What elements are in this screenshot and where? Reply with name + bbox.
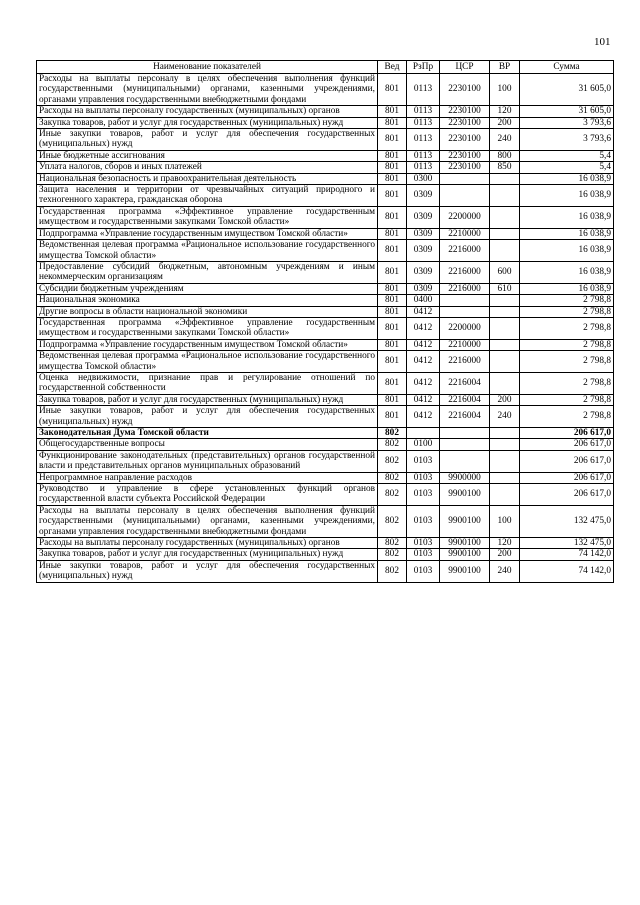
row-rzpr: 0412: [407, 306, 440, 317]
row-ved: 801: [378, 106, 407, 117]
row-rzpr: 0103: [407, 450, 440, 472]
row-vr: [490, 372, 520, 394]
table-row: [37, 228, 614, 239]
row-sum: 2 798,8: [520, 306, 614, 317]
row-name: Иные закупки товаров, работ и услуг для обеспечения государственных (муниципальных) нужд: [37, 406, 378, 428]
row-rzpr: 0113: [407, 162, 440, 173]
row-name: Национальная экономика: [37, 295, 378, 306]
row-csr: 2216000: [440, 261, 490, 283]
page-number: 101: [594, 36, 611, 48]
row-name: Расходы на выплаты персоналу государственных (муниципальных) органов: [37, 106, 378, 117]
row-sum: 2 798,8: [520, 351, 614, 373]
row-rzpr: 0113: [407, 106, 440, 117]
row-rzpr: 0400: [407, 295, 440, 306]
row-csr: 2230100: [440, 74, 490, 106]
row-csr: 2216000: [440, 351, 490, 373]
header-csr: ЦСР: [440, 61, 490, 74]
row-rzpr: 0309: [407, 240, 440, 262]
row-vr: 240: [490, 406, 520, 428]
row-vr: [490, 339, 520, 350]
row-csr: 2200000: [440, 206, 490, 228]
row-vr: 800: [490, 150, 520, 161]
row-rzpr: 0103: [407, 484, 440, 506]
row-sum: 16 038,9: [520, 173, 614, 184]
table-row: [37, 240, 614, 262]
row-sum: 206 617,0: [520, 484, 614, 506]
row-name: Субсидии бюджетным учреждениям: [37, 283, 378, 294]
row-sum: 206 617,0: [520, 472, 614, 483]
row-vr: [490, 428, 520, 439]
row-rzpr: [407, 428, 440, 439]
row-name: Расходы на выплаты персоналу государственных (муниципальных) органов: [37, 538, 378, 549]
row-sum: 2 798,8: [520, 394, 614, 405]
row-name: Иные закупки товаров, работ и услуг для обеспечения государственных (муниципальных) нужд: [37, 129, 378, 151]
row-csr: 9900100: [440, 549, 490, 560]
row-vr: 240: [490, 129, 520, 151]
row-csr: 2216000: [440, 283, 490, 294]
table-row: [37, 484, 614, 506]
row-name: Закупка товаров, работ и услуг для государственных (муниципальных) нужд: [37, 394, 378, 405]
row-rzpr: 0103: [407, 549, 440, 560]
row-vr: [490, 295, 520, 306]
row-csr: 2210000: [440, 228, 490, 239]
table-row: [37, 206, 614, 228]
row-ved: 802: [378, 538, 407, 549]
table-row: [37, 549, 614, 560]
budget-table: [36, 60, 614, 583]
row-rzpr: 0103: [407, 472, 440, 483]
row-vr: 240: [490, 560, 520, 582]
row-ved: 801: [378, 306, 407, 317]
row-sum: 206 617,0: [520, 450, 614, 472]
row-name: Государственная программа «Эффективное управление государственным имуществом и государственными закупками Томской области»: [37, 206, 378, 228]
row-vr: [490, 317, 520, 339]
row-ved: 801: [378, 394, 407, 405]
row-vr: 610: [490, 283, 520, 294]
row-rzpr: 0300: [407, 173, 440, 184]
row-ved: 801: [378, 261, 407, 283]
table-row: [37, 317, 614, 339]
row-csr: 2216000: [440, 240, 490, 262]
row-vr: [490, 450, 520, 472]
row-name: Расходы на выплаты персоналу в целях обеспечения выполнения функций государственными (муниципальными) органами, казенными учреждениями, органами управления государственными внебюджетными фондами: [37, 74, 378, 106]
row-csr: 9900100: [440, 538, 490, 549]
row-sum: 16 038,9: [520, 228, 614, 239]
row-sum: 3 793,6: [520, 129, 614, 151]
row-name: Иные закупки товаров, работ и услуг для обеспечения государственных (муниципальных) нужд: [37, 560, 378, 582]
table-row: [37, 150, 614, 161]
header-name: Наименование показателей: [37, 61, 378, 74]
row-rzpr: 0113: [407, 117, 440, 128]
row-sum: 2 798,8: [520, 339, 614, 350]
row-rzpr: 0412: [407, 317, 440, 339]
row-vr: [490, 206, 520, 228]
row-name: Руководство и управление в сфере установленных функций органов государственной власти субъекта Российской Федерации: [37, 484, 378, 506]
row-csr: 2216004: [440, 372, 490, 394]
row-ved: 802: [378, 484, 407, 506]
table-row: [37, 306, 614, 317]
row-sum: 2 798,8: [520, 295, 614, 306]
row-vr: 120: [490, 106, 520, 117]
row-name: Ведомственная целевая программа «Рациональное использование государственного имущества Томской области»: [37, 240, 378, 262]
row-name: Подпрограмма «Управление государственным имуществом Томской области»: [37, 228, 378, 239]
row-ved: 801: [378, 283, 407, 294]
row-ved: 801: [378, 150, 407, 161]
table-body: [37, 74, 614, 583]
table-row: [37, 406, 614, 428]
row-ved: 801: [378, 129, 407, 151]
table-row: [37, 372, 614, 394]
row-rzpr: 0103: [407, 560, 440, 582]
row-name: Закупка товаров, работ и услуг для государственных (муниципальных) нужд: [37, 117, 378, 128]
row-csr: 2230100: [440, 117, 490, 128]
row-csr: [440, 439, 490, 450]
row-ved: 801: [378, 206, 407, 228]
table-row: [37, 538, 614, 549]
table-row: [37, 439, 614, 450]
table-row: [37, 117, 614, 128]
row-rzpr: 0412: [407, 406, 440, 428]
header-ved: Вед: [378, 61, 407, 74]
row-rzpr: 0412: [407, 394, 440, 405]
row-rzpr: 0309: [407, 206, 440, 228]
row-rzpr: 0113: [407, 129, 440, 151]
row-csr: [440, 306, 490, 317]
row-rzpr: 0100: [407, 439, 440, 450]
table-row: [37, 295, 614, 306]
table-row: [37, 162, 614, 173]
header-vr: ВР: [490, 61, 520, 74]
row-csr: 2216004: [440, 406, 490, 428]
row-rzpr: 0309: [407, 283, 440, 294]
row-vr: [490, 484, 520, 506]
table-row: [37, 283, 614, 294]
row-name: Уплата налогов, сборов и иных платежей: [37, 162, 378, 173]
row-rzpr: 0309: [407, 261, 440, 283]
row-name: Ведомственная целевая программа «Рациональное использование государственного имущества Томской области»: [37, 351, 378, 373]
row-name: Государственная программа «Эффективное управление государственным имуществом и государственными закупками Томской области»: [37, 317, 378, 339]
row-sum: 74 142,0: [520, 560, 614, 582]
row-vr: [490, 173, 520, 184]
row-sum: 132 475,0: [520, 538, 614, 549]
row-vr: [490, 240, 520, 262]
row-ved: 801: [378, 173, 407, 184]
row-vr: [490, 439, 520, 450]
row-ved: 801: [378, 74, 407, 106]
row-sum: 2 798,8: [520, 406, 614, 428]
row-csr: 2230100: [440, 129, 490, 151]
row-sum: 206 617,0: [520, 439, 614, 450]
row-rzpr: 0103: [407, 505, 440, 537]
row-vr: 100: [490, 505, 520, 537]
row-rzpr: 0412: [407, 339, 440, 350]
row-rzpr: 0113: [407, 150, 440, 161]
table-row: [37, 560, 614, 582]
row-sum: 3 793,6: [520, 117, 614, 128]
row-sum: 206 617,0: [520, 428, 614, 439]
row-sum: 74 142,0: [520, 549, 614, 560]
row-ved: 801: [378, 228, 407, 239]
row-ved: 801: [378, 295, 407, 306]
row-name: Другие вопросы в области национальной экономики: [37, 306, 378, 317]
row-sum: 5,4: [520, 150, 614, 161]
row-sum: 2 798,8: [520, 372, 614, 394]
row-csr: 2210000: [440, 339, 490, 350]
header-rzpr: РзПр: [407, 61, 440, 74]
row-csr: 2230100: [440, 106, 490, 117]
row-name: Защита населения и территории от чрезвычайных ситуаций природного и техногенного характера, гражданская оборона: [37, 185, 378, 207]
table-row: [37, 351, 614, 373]
table-row: [37, 261, 614, 283]
row-sum: 31 605,0: [520, 74, 614, 106]
row-rzpr: 0412: [407, 372, 440, 394]
row-name: Расходы на выплаты персоналу в целях обеспечения выполнения функций государственными (муниципальными) органами, казенными учреждениями, органами управления государственными внебюджетными фондами: [37, 505, 378, 537]
row-csr: 2230100: [440, 150, 490, 161]
row-sum: 16 038,9: [520, 240, 614, 262]
row-ved: 801: [378, 317, 407, 339]
row-name: Закупка товаров, работ и услуг для государственных (муниципальных) нужд: [37, 549, 378, 560]
row-vr: [490, 306, 520, 317]
row-vr: [490, 228, 520, 239]
row-sum: 16 038,9: [520, 261, 614, 283]
row-ved: 802: [378, 439, 407, 450]
row-csr: 2230100: [440, 162, 490, 173]
row-ved: 801: [378, 185, 407, 207]
row-vr: 200: [490, 394, 520, 405]
table-row: [37, 173, 614, 184]
row-csr: 2200000: [440, 317, 490, 339]
table-row: [37, 450, 614, 472]
row-rzpr: 0309: [407, 185, 440, 207]
table-row: [37, 106, 614, 117]
row-vr: [490, 351, 520, 373]
row-sum: 16 038,9: [520, 185, 614, 207]
row-csr: [440, 295, 490, 306]
row-ved: 801: [378, 351, 407, 373]
row-rzpr: 0103: [407, 538, 440, 549]
row-rzpr: 0113: [407, 74, 440, 106]
row-vr: 200: [490, 549, 520, 560]
row-name: Оценка недвижимости, признание прав и регулирование отношений по государственной собственности: [37, 372, 378, 394]
row-sum: 132 475,0: [520, 505, 614, 537]
row-name: Непрограммное направление расходов: [37, 472, 378, 483]
row-ved: 802: [378, 560, 407, 582]
row-name: Общегосударственные вопросы: [37, 439, 378, 450]
table-header-row: [37, 61, 614, 74]
row-sum: 2 798,8: [520, 317, 614, 339]
row-name: Иные бюджетные ассигнования: [37, 150, 378, 161]
row-sum: 31 605,0: [520, 106, 614, 117]
row-csr: [440, 173, 490, 184]
row-csr: [440, 450, 490, 472]
row-sum: 16 038,9: [520, 206, 614, 228]
row-ved: 802: [378, 549, 407, 560]
table-row: [37, 339, 614, 350]
row-csr: [440, 185, 490, 207]
row-vr: 850: [490, 162, 520, 173]
table-row: [37, 505, 614, 537]
row-ved: 801: [378, 162, 407, 173]
table-row: [37, 129, 614, 151]
row-sum: 5,4: [520, 162, 614, 173]
row-name: Предоставление субсидий бюджетным, автономным учреждениям и иным некоммерческим организациям: [37, 261, 378, 283]
table-row: [37, 185, 614, 207]
row-vr: 600: [490, 261, 520, 283]
row-ved: 802: [378, 428, 407, 439]
row-ved: 801: [378, 240, 407, 262]
table-row: [37, 472, 614, 483]
row-csr: 9900100: [440, 505, 490, 537]
row-sum: 16 038,9: [520, 283, 614, 294]
row-name: Национальная безопасность и правоохранительная деятельность: [37, 173, 378, 184]
row-csr: 9900000: [440, 472, 490, 483]
row-csr: 9900100: [440, 484, 490, 506]
header-sum: Сумма: [520, 61, 614, 74]
row-vr: [490, 472, 520, 483]
row-ved: 801: [378, 406, 407, 428]
row-name: Подпрограмма «Управление государственным имуществом Томской области»: [37, 339, 378, 350]
row-csr: [440, 428, 490, 439]
row-ved: 802: [378, 505, 407, 537]
row-name: Функционирование законодательных (представительных) органов государственной власти и представительных органов муниципальных образований: [37, 450, 378, 472]
row-name: Законодательная Дума Томской области: [37, 428, 378, 439]
row-ved: 802: [378, 472, 407, 483]
table-row: [37, 74, 614, 106]
row-ved: 802: [378, 450, 407, 472]
row-vr: [490, 185, 520, 207]
row-vr: 100: [490, 74, 520, 106]
row-rzpr: 0412: [407, 351, 440, 373]
table-row: [37, 428, 614, 439]
row-vr: 200: [490, 117, 520, 128]
row-ved: 801: [378, 372, 407, 394]
row-rzpr: 0309: [407, 228, 440, 239]
row-csr: 9900100: [440, 560, 490, 582]
row-csr: 2216004: [440, 394, 490, 405]
row-ved: 801: [378, 339, 407, 350]
table-row: [37, 394, 614, 405]
row-vr: 120: [490, 538, 520, 549]
row-ved: 801: [378, 117, 407, 128]
